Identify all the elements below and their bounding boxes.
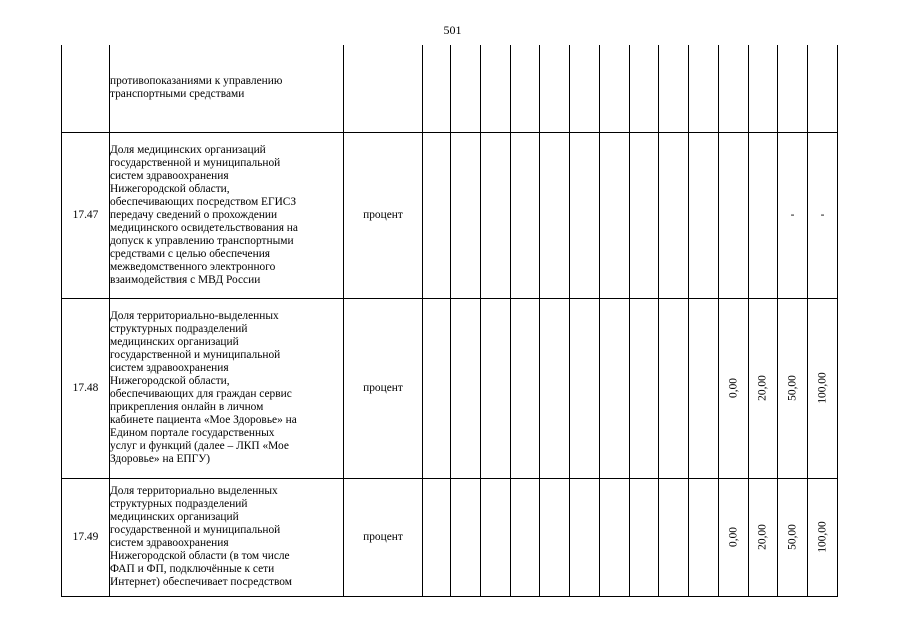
value-cell [778, 298, 808, 478]
value-cell [630, 45, 659, 132]
table-row [62, 298, 838, 478]
value-cell [749, 45, 778, 132]
value-cell [659, 45, 689, 132]
indicators-table [61, 45, 838, 597]
value-cell [423, 298, 451, 478]
indicator-description: Доля медицинских организаций государственной и муниципальной систем здравоохранения Нижегородской области, обеспечивающих посредством ЕГИСЗ передачу сведений о прохождении медицинского освидетельствования на допуск к управлению транспортными средствами с целью обеспечения межведомственного электронного взаимодействия с МВД России [110, 143, 298, 286]
value-cell [540, 45, 570, 132]
row-number: 17.48 [62, 298, 110, 478]
value-cell [808, 478, 838, 596]
value-cell [659, 132, 689, 298]
value-cell [719, 478, 749, 596]
value-cell [689, 478, 719, 596]
value-text: 0,00 [727, 378, 739, 398]
value-cell [808, 45, 838, 132]
value-cell [749, 132, 778, 298]
value-cell [481, 132, 511, 298]
row-number [62, 45, 110, 132]
table-row [62, 478, 838, 596]
value-cell [570, 45, 600, 132]
value-cell [481, 478, 511, 596]
row-number: 17.47 [62, 132, 110, 298]
value-text: 100,00 [816, 372, 828, 404]
value-cell [719, 298, 749, 478]
value-cell [600, 298, 630, 478]
value-cell [511, 132, 540, 298]
value-cell [570, 478, 600, 596]
indicator-description-cell [110, 298, 344, 478]
value-text: 20,00 [756, 524, 769, 550]
value-cell [630, 132, 659, 298]
value-cell [451, 478, 481, 596]
unit-of-measure: процент [344, 298, 423, 478]
value-cell [630, 478, 659, 596]
value-text: 100,00 [816, 521, 828, 553]
value-cell [689, 298, 719, 478]
value-cell [423, 478, 451, 596]
value-cell [423, 45, 451, 132]
value-cell [570, 298, 600, 478]
value-cell [481, 45, 511, 132]
value-cell [659, 298, 689, 478]
value-dash: - [820, 208, 825, 221]
indicator-description: Доля территориально-выделенных структурных подразделений медицинских организаций государственной и муниципальной систем здравоохранения Нижегородской области, обеспечивающих для граждан сервис прикрепления онлайн в личном кабинете пациента «Мое Здоровье» на Едином портале государственных услуг и функций (далее – ЛКП «Мое Здоровье» на ЕПГУ) [110, 310, 297, 465]
value-cell [630, 298, 659, 478]
indicator-description-cell [110, 132, 344, 298]
value-cell [600, 132, 630, 298]
value-dash: - [790, 208, 795, 221]
value-cell [451, 45, 481, 132]
value-cell [600, 478, 630, 596]
value-cell [719, 132, 749, 298]
table-row [62, 132, 838, 298]
page-number: 501 [443, 23, 462, 37]
value-cell [659, 478, 689, 596]
unit-of-measure: процент [344, 132, 423, 298]
indicator-description-cell [110, 45, 344, 132]
value-cell [749, 298, 778, 478]
unit-of-measure [344, 45, 423, 132]
value-text: 50,00 [786, 524, 798, 550]
value-cell [689, 132, 719, 298]
row-number: 17.49 [62, 478, 110, 596]
value-cell [808, 298, 838, 478]
value-cell [423, 132, 451, 298]
value-cell [719, 45, 749, 132]
value-cell [778, 45, 808, 132]
value-cell [540, 132, 570, 298]
value-text: 0,00 [727, 527, 739, 547]
value-text: 20,00 [756, 375, 769, 401]
value-cell [778, 478, 808, 596]
value-cell [600, 45, 630, 132]
value-cell [511, 45, 540, 132]
value-cell [778, 132, 808, 298]
value-cell [481, 298, 511, 478]
value-cell [511, 298, 540, 478]
indicator-description-cell [110, 478, 344, 596]
value-cell [689, 45, 719, 132]
indicator-description: Доля территориально выделенных структурных подразделений медицинских организаций государственной и муниципальной систем здравоохранения Нижегородской области (в том числе ФАП и ФП, подключённые к сети Интернет) обеспечивает посредством [110, 485, 292, 588]
value-cell [808, 132, 838, 298]
value-cell [540, 478, 570, 596]
value-cell [451, 298, 481, 478]
value-cell [540, 298, 570, 478]
value-cell [749, 478, 778, 596]
value-cell [451, 132, 481, 298]
table-row [62, 45, 838, 132]
indicator-description: противопоказаниями к управлению транспортными средствами [110, 75, 283, 101]
value-cell [511, 478, 540, 596]
value-text: 50,00 [786, 375, 798, 401]
unit-of-measure: процент [344, 478, 423, 596]
value-cell [570, 132, 600, 298]
